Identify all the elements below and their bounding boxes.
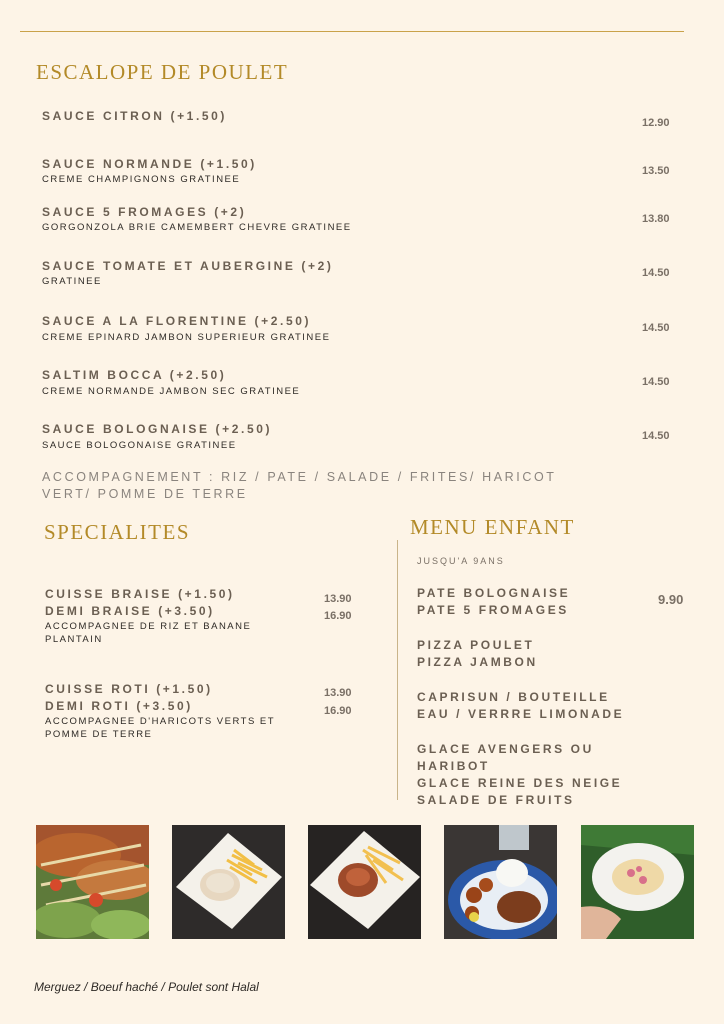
- item-price: 13.50: [642, 165, 670, 177]
- menu-enfant-line: CAPRISUN / BOUTEILLE: [417, 690, 610, 704]
- top-divider: [20, 31, 684, 32]
- menu-enfant-line: SALADE DE FRUITS: [417, 793, 575, 807]
- menu-enfant-line: PATE 5 FROMAGES: [417, 603, 569, 617]
- menu-enfant-line: GLACE AVENGERS OU: [417, 742, 594, 756]
- menu-enfant-line: GLACE REINE DES NEIGE: [417, 776, 623, 790]
- item-description: POMME DE TERRE: [45, 729, 153, 740]
- item-name: SAUCE BOLOGNAISE (+2.50): [42, 422, 273, 436]
- menu-enfant-line: PIZZA POULET: [417, 638, 535, 652]
- item-price: 13.80: [642, 213, 670, 225]
- item-description: ACCOMPAGNEE DE RIZ ET BANANE: [45, 621, 252, 632]
- item-description: CREME CHAMPIGNONS GRATINEE: [42, 174, 241, 185]
- section-title-escalope: ESCALOPE DE POULET: [36, 60, 289, 84]
- dish-photo-escalope-frites: [172, 825, 285, 939]
- item-description: ACCOMPAGNEE D'HARICOTS VERTS ET: [45, 716, 276, 727]
- dish-photo-poulet-braise: [444, 825, 557, 939]
- dish-photo-pasta: [581, 825, 694, 939]
- section-title-menu-enfant: MENU ENFANT: [410, 515, 575, 539]
- menu-enfant-price: 9.90: [658, 592, 684, 607]
- item-price: 14.50: [642, 376, 670, 388]
- item-name: CUISSE BRAISE (+1.50): [45, 587, 235, 601]
- item-name: SAUCE TOMATE ET AUBERGINE (+2): [42, 259, 334, 273]
- item-description: PLANTAIN: [45, 634, 103, 645]
- dish-photo-salad: [36, 825, 149, 939]
- dish-photo-bolognaise-frites: [308, 825, 421, 939]
- item-price: 16.90: [324, 610, 352, 622]
- item-description: GRATINEE: [42, 276, 102, 287]
- item-price: 16.90: [324, 705, 352, 717]
- item-price: 14.50: [642, 267, 670, 279]
- menu-enfant-line: EAU / VERRRE LIMONADE: [417, 707, 625, 721]
- item-name: SAUCE CITRON (+1.50): [42, 109, 228, 123]
- halal-note: Merguez / Boeuf haché / Poulet sont Halal: [34, 980, 259, 994]
- item-price: 14.50: [642, 430, 670, 442]
- item-name: CUISSE ROTI (+1.50): [45, 682, 213, 696]
- item-price: 13.90: [324, 593, 352, 605]
- item-name: DEMI ROTI (+3.50): [45, 699, 193, 713]
- menu-enfant-line: PIZZA JAMBON: [417, 655, 538, 669]
- item-description: SAUCE BOLOGONAISE GRATINEE: [42, 440, 237, 451]
- item-price: 13.90: [324, 687, 352, 699]
- accompagnement-note: ACCOMPAGNEMENT : RIZ / PATE / SALADE / FRITES/ HARICOT VERT/ POMME DE TERRE: [42, 470, 557, 501]
- item-name: SAUCE 5 FROMAGES (+2): [42, 205, 247, 219]
- item-price: 14.50: [642, 322, 670, 334]
- column-divider: [397, 540, 398, 800]
- menu-enfant-line: PATE BOLOGNAISE: [417, 586, 571, 600]
- item-name: SAUCE A LA FLORENTINE (+2.50): [42, 314, 312, 328]
- section-title-specialites: SPECIALITES: [44, 520, 191, 544]
- menu-enfant-subtitle: JUSQU'A 9ANS: [417, 556, 505, 566]
- item-description: CREME NORMANDE JAMBON SEC GRATINEE: [42, 386, 301, 397]
- item-price: 12.90: [642, 117, 670, 129]
- item-name: SALTIM BOCCA (+2.50): [42, 368, 227, 382]
- item-name: DEMI BRAISE (+3.50): [45, 604, 215, 618]
- item-name: SAUCE NORMANDE (+1.50): [42, 157, 257, 171]
- item-description: GORGONZOLA BRIE CAMEMBERT CHEVRE GRATINEE: [42, 222, 352, 233]
- menu-enfant-line: HARIBOT: [417, 759, 490, 773]
- item-description: CREME EPINARD JAMBON SUPERIEUR GRATINEE: [42, 332, 331, 343]
